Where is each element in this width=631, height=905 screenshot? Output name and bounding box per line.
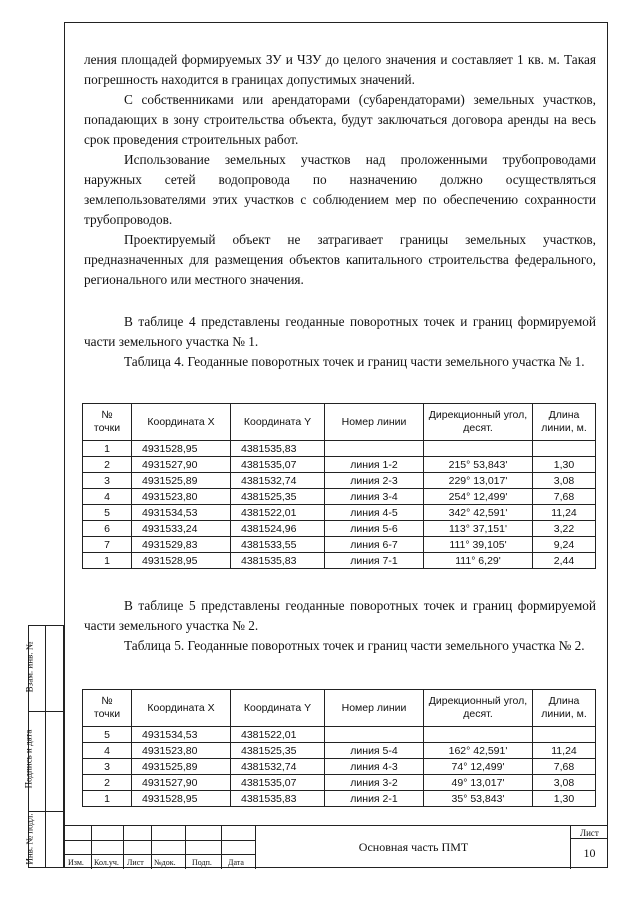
cell-y: 4381524,96 bbox=[231, 521, 325, 537]
cell-length: 1,30 bbox=[533, 791, 596, 807]
cell-length: 7,68 bbox=[533, 489, 596, 505]
col-header-y: Координата Y bbox=[231, 690, 325, 727]
table-row bbox=[83, 759, 596, 775]
side-label-replace-inv: Взам. инв. № bbox=[24, 641, 35, 693]
col-header-line: Номер линии bbox=[325, 404, 424, 441]
table-row bbox=[83, 553, 596, 569]
section5 bbox=[84, 596, 596, 656]
cell-y: 4381535,83 bbox=[231, 553, 325, 569]
col-header-angle: Дирекционный угол, десят. bbox=[424, 404, 533, 441]
cell-x: 4931527,90 bbox=[132, 775, 231, 791]
cell-angle: 162° 42,591' bbox=[424, 743, 533, 759]
cell-angle: 229° 13,017' bbox=[424, 473, 533, 489]
cell-x: 4931528,95 bbox=[132, 791, 231, 807]
col-header-point: № точки bbox=[83, 404, 132, 441]
cell-point: 7 bbox=[83, 537, 132, 553]
table-row bbox=[83, 473, 596, 489]
col-header-x: Координата X bbox=[132, 690, 231, 727]
cell-x: 4931525,89 bbox=[132, 473, 231, 489]
cell-point: 3 bbox=[83, 473, 132, 489]
table4-caption: Таблица 4. Геоданные поворотных точек и границ части земельного участка № 1. bbox=[124, 354, 585, 369]
cell-angle bbox=[424, 441, 533, 457]
cell-angle: 215° 53,843' bbox=[424, 457, 533, 473]
cell-angle: 111° 39,105' bbox=[424, 537, 533, 553]
cell-line bbox=[325, 441, 424, 457]
cell-point: 5 bbox=[83, 727, 132, 743]
table-row bbox=[83, 743, 596, 759]
side-label-inv-original: Инв. № подл. bbox=[24, 813, 35, 865]
cell-x: 4931528,95 bbox=[132, 553, 231, 569]
cell-point: 2 bbox=[83, 457, 132, 473]
cell-y: 4381532,74 bbox=[231, 759, 325, 775]
cell-y: 4381525,35 bbox=[231, 489, 325, 505]
cell-line: линия 3-2 bbox=[325, 775, 424, 791]
table4-intro: В таблице 4 представлены геоданные поворотных точек и границ формируемой части земельного участка № 1. bbox=[84, 314, 596, 349]
cell-point: 6 bbox=[83, 521, 132, 537]
stamp-col-sheet: Лист bbox=[127, 858, 144, 867]
paragraph-3: Использование земельных участков над проложенными трубопроводами наружных сетей водопровода по назначению должно осуществляться землепользователями этих участков с соблюдением мер по обеспечению сохранности трубопроводов. bbox=[84, 152, 596, 227]
side-label-signature-date: Подпись и дата bbox=[23, 729, 34, 789]
table-row bbox=[83, 521, 596, 537]
cell-length bbox=[533, 441, 596, 457]
col-header-angle: Дирекционный угол, десят. bbox=[424, 690, 533, 727]
cell-point: 1 bbox=[83, 553, 132, 569]
paragraph-4: Проектируемый объект не затрагивает границы земельных участков, предназначенных для размещения объектов капитального строительства федерального, регионального или местного значения. bbox=[84, 232, 596, 287]
cell-y: 4381522,01 bbox=[231, 505, 325, 521]
stamp-col-sign: Подп. bbox=[192, 858, 212, 867]
cell-x: 4931527,90 bbox=[132, 457, 231, 473]
cell-y: 4381533,55 bbox=[231, 537, 325, 553]
cell-y: 4381532,74 bbox=[231, 473, 325, 489]
cell-angle: 111° 6,29' bbox=[424, 553, 533, 569]
cell-x: 4931528,95 bbox=[132, 441, 231, 457]
geodata-table-5 bbox=[82, 689, 596, 807]
cell-x: 4931534,53 bbox=[132, 505, 231, 521]
col-header-length: Длина линии, м. bbox=[533, 690, 596, 727]
cell-line: линия 2-1 bbox=[325, 791, 424, 807]
cell-line: линия 4-3 bbox=[325, 759, 424, 775]
cell-line: линия 7-1 bbox=[325, 553, 424, 569]
cell-point: 1 bbox=[83, 441, 132, 457]
cell-angle: 49° 13,017' bbox=[424, 775, 533, 791]
cell-x: 4931529,83 bbox=[132, 537, 231, 553]
paragraph-2: С собственниками или арендаторами (субарендаторами) земельных участков, попадающих в зону строительства объекта, будут заключаться договора аренды на весь срок проведения строительных работ. bbox=[84, 92, 596, 147]
table-row bbox=[83, 537, 596, 553]
cell-length: 7,68 bbox=[533, 759, 596, 775]
cell-line: линия 6-7 bbox=[325, 537, 424, 553]
table5-caption: Таблица 5. Геоданные поворотных точек и границ части земельного участка № 2. bbox=[124, 638, 585, 653]
cell-length: 11,24 bbox=[533, 743, 596, 759]
cell-line: линия 4-5 bbox=[325, 505, 424, 521]
col-header-length: Длина линии, м. bbox=[533, 404, 596, 441]
cell-x: 4931523,80 bbox=[132, 743, 231, 759]
cell-angle: 113° 37,151' bbox=[424, 521, 533, 537]
table-row bbox=[83, 489, 596, 505]
document-body bbox=[84, 50, 596, 372]
cell-x: 4931533,24 bbox=[132, 521, 231, 537]
cell-line: линия 2-3 bbox=[325, 473, 424, 489]
sheet-label: Лист bbox=[580, 828, 599, 838]
cell-length: 1,30 bbox=[533, 457, 596, 473]
cell-x: 4931534,53 bbox=[132, 727, 231, 743]
cell-angle: 342° 42,591' bbox=[424, 505, 533, 521]
cell-length: 11,24 bbox=[533, 505, 596, 521]
cell-length: 3,08 bbox=[533, 473, 596, 489]
cell-line: линия 5-4 bbox=[325, 743, 424, 759]
col-header-y: Координата Y bbox=[231, 404, 325, 441]
cell-angle: 74° 12,499' bbox=[424, 759, 533, 775]
stamp-col-date: Дата bbox=[228, 858, 244, 867]
side-stamp bbox=[23, 625, 64, 868]
cell-line: линия 5-6 bbox=[325, 521, 424, 537]
cell-point: 5 bbox=[83, 505, 132, 521]
col-header-x: Координата X bbox=[132, 404, 231, 441]
document-title: Основная часть ПМТ bbox=[358, 840, 469, 854]
stamp-col-doc: №док. bbox=[154, 858, 176, 867]
cell-angle: 35° 53,843' bbox=[424, 791, 533, 807]
cell-line: линия 3-4 bbox=[325, 489, 424, 505]
cell-length: 3,08 bbox=[533, 775, 596, 791]
cell-point: 1 bbox=[83, 791, 132, 807]
table-row bbox=[83, 457, 596, 473]
col-header-line: Номер линии bbox=[325, 690, 424, 727]
col-header-point: № точки bbox=[83, 690, 132, 727]
cell-point: 3 bbox=[83, 759, 132, 775]
stamp-col-count: Кол.уч. bbox=[94, 858, 119, 867]
table-row bbox=[83, 441, 596, 457]
geodata-table-4 bbox=[82, 403, 596, 569]
title-block bbox=[64, 825, 608, 869]
cell-point: 4 bbox=[83, 743, 132, 759]
cell-y: 4381522,01 bbox=[231, 727, 325, 743]
table5-intro: В таблице 5 представлены геоданные поворотных точек и границ формируемой части земельного участка № 2. bbox=[84, 598, 596, 633]
cell-length bbox=[533, 727, 596, 743]
cell-x: 4931525,89 bbox=[132, 759, 231, 775]
cell-length: 3,22 bbox=[533, 521, 596, 537]
cell-y: 4381535,07 bbox=[231, 457, 325, 473]
cell-y: 4381535,07 bbox=[231, 775, 325, 791]
cell-x: 4931523,80 bbox=[132, 489, 231, 505]
cell-y: 4381525,35 bbox=[231, 743, 325, 759]
cell-angle bbox=[424, 727, 533, 743]
cell-point: 4 bbox=[83, 489, 132, 505]
table-row bbox=[83, 505, 596, 521]
cell-line: линия 1-2 bbox=[325, 457, 424, 473]
stamp-col-change: Изм. bbox=[68, 858, 84, 867]
cell-y: 4381535,83 bbox=[231, 791, 325, 807]
cell-length: 2,44 bbox=[533, 553, 596, 569]
cell-y: 4381535,83 bbox=[231, 441, 325, 457]
cell-length: 9,24 bbox=[533, 537, 596, 553]
cell-line bbox=[325, 727, 424, 743]
table-row bbox=[83, 727, 596, 743]
paragraph-1: ления площадей формируемых ЗУ и ЧЗУ до целого значения и составляет 1 кв. м. Такая погрешность находится в границах допустимых значений. bbox=[84, 52, 596, 87]
table-row bbox=[83, 775, 596, 791]
table-row bbox=[83, 791, 596, 807]
cell-angle: 254° 12,499' bbox=[424, 489, 533, 505]
sheet-number: 10 bbox=[583, 846, 596, 860]
cell-point: 2 bbox=[83, 775, 132, 791]
